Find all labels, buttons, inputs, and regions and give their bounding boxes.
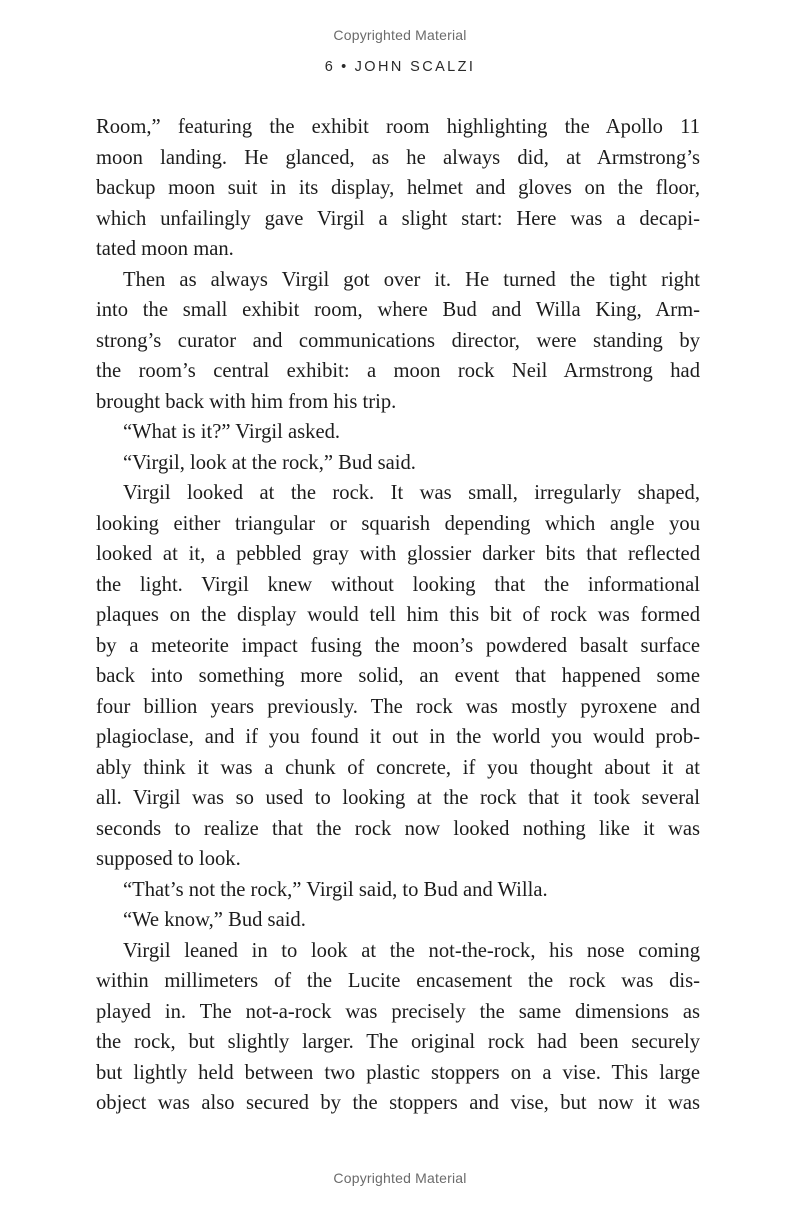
- text-line: object was also secured by the stoppers and vise, but now it was: [96, 1092, 700, 1114]
- text-line: back into something more solid, an event that happened some: [96, 665, 700, 687]
- text-line: seconds to realize that the rock now looked nothing like it was: [96, 817, 700, 840]
- text-line: Virgil looked at the rock. It was small, irregularly shaped,: [123, 482, 700, 504]
- text-line: the room’s central exhibit: a moon rock Neil Armstrong had: [96, 360, 700, 382]
- body-text: [96, 112, 700, 1119]
- text-line: four billion years previously. The rock was mostly pyroxene and: [96, 695, 700, 718]
- text-line: plagioclase, and if you found it out in the world you would prob-: [96, 726, 700, 748]
- text-line: Room,” featuring the exhibit room highlighting the Apollo 11: [96, 116, 700, 138]
- text-line: within millimeters of the Lucite encasement the rock was dis-: [96, 970, 700, 992]
- text-line: tated moon man.: [96, 238, 234, 260]
- text-line: by a meteorite impact fusing the moon’s powdered basalt surface: [96, 634, 700, 657]
- text-line: plaques on the display would tell him this bit of rock was formed: [96, 604, 700, 626]
- text-line: looking either triangular or squarish depending which angle you: [96, 512, 700, 535]
- text-line: looked at it, a pebbled gray with glossier darker bits that reflected: [96, 543, 700, 565]
- text-line: all. Virgil was so used to looking at the rock that it took several: [96, 787, 700, 809]
- text-line: “That’s not the rock,” Virgil said, to Bud and Willa.: [123, 878, 548, 901]
- text-line: into the small exhibit room, where Bud and Willa King, Arm-: [96, 299, 700, 321]
- running-head-separator: •: [341, 59, 349, 75]
- copyright-watermark-bottom: Copyrighted Material: [333, 1170, 467, 1186]
- text-line: Virgil leaned in to look at the not-the-rock, his nose coming: [123, 939, 700, 962]
- text-line: ably think it was a chunk of concrete, if you thought about it at: [96, 756, 700, 779]
- text-line: Then as always Virgil got over it. He turned the tight right: [123, 268, 700, 291]
- text-line: brought back with him from his trip.: [96, 390, 397, 413]
- page-number: 6: [324, 59, 336, 75]
- text-line: moon landing. He glanced, as he always did, at Armstrong’s: [96, 146, 700, 169]
- text-line: the light. Virgil knew without looking that the informational: [96, 573, 700, 596]
- text-line: “We know,” Bud said.: [123, 909, 306, 931]
- copyright-watermark-top: Copyrighted Material: [333, 27, 467, 43]
- text-line: but lightly held between two plastic stoppers on a vise. This large: [96, 1061, 700, 1084]
- text-line: the rock, but slightly larger. The original rock had been securely: [96, 1031, 700, 1053]
- text-line: “Virgil, look at the rock,” Bud said.: [123, 451, 416, 474]
- text-line: “What is it?” Virgil asked.: [123, 421, 341, 443]
- running-head: [0, 59, 800, 75]
- text-line: strong’s curator and communications director, were standing by: [96, 329, 700, 352]
- text-line: backup moon suit in its display, helmet and gloves on the floor,: [96, 177, 700, 199]
- text-line: which unfailingly gave Virgil a slight start: Here was a decapi-: [96, 207, 700, 230]
- text-line: supposed to look.: [96, 848, 241, 870]
- running-head-author: JOHN SCALZI: [354, 59, 476, 75]
- text-line: played in. The not-a-rock was precisely the same dimensions as: [96, 1000, 700, 1023]
